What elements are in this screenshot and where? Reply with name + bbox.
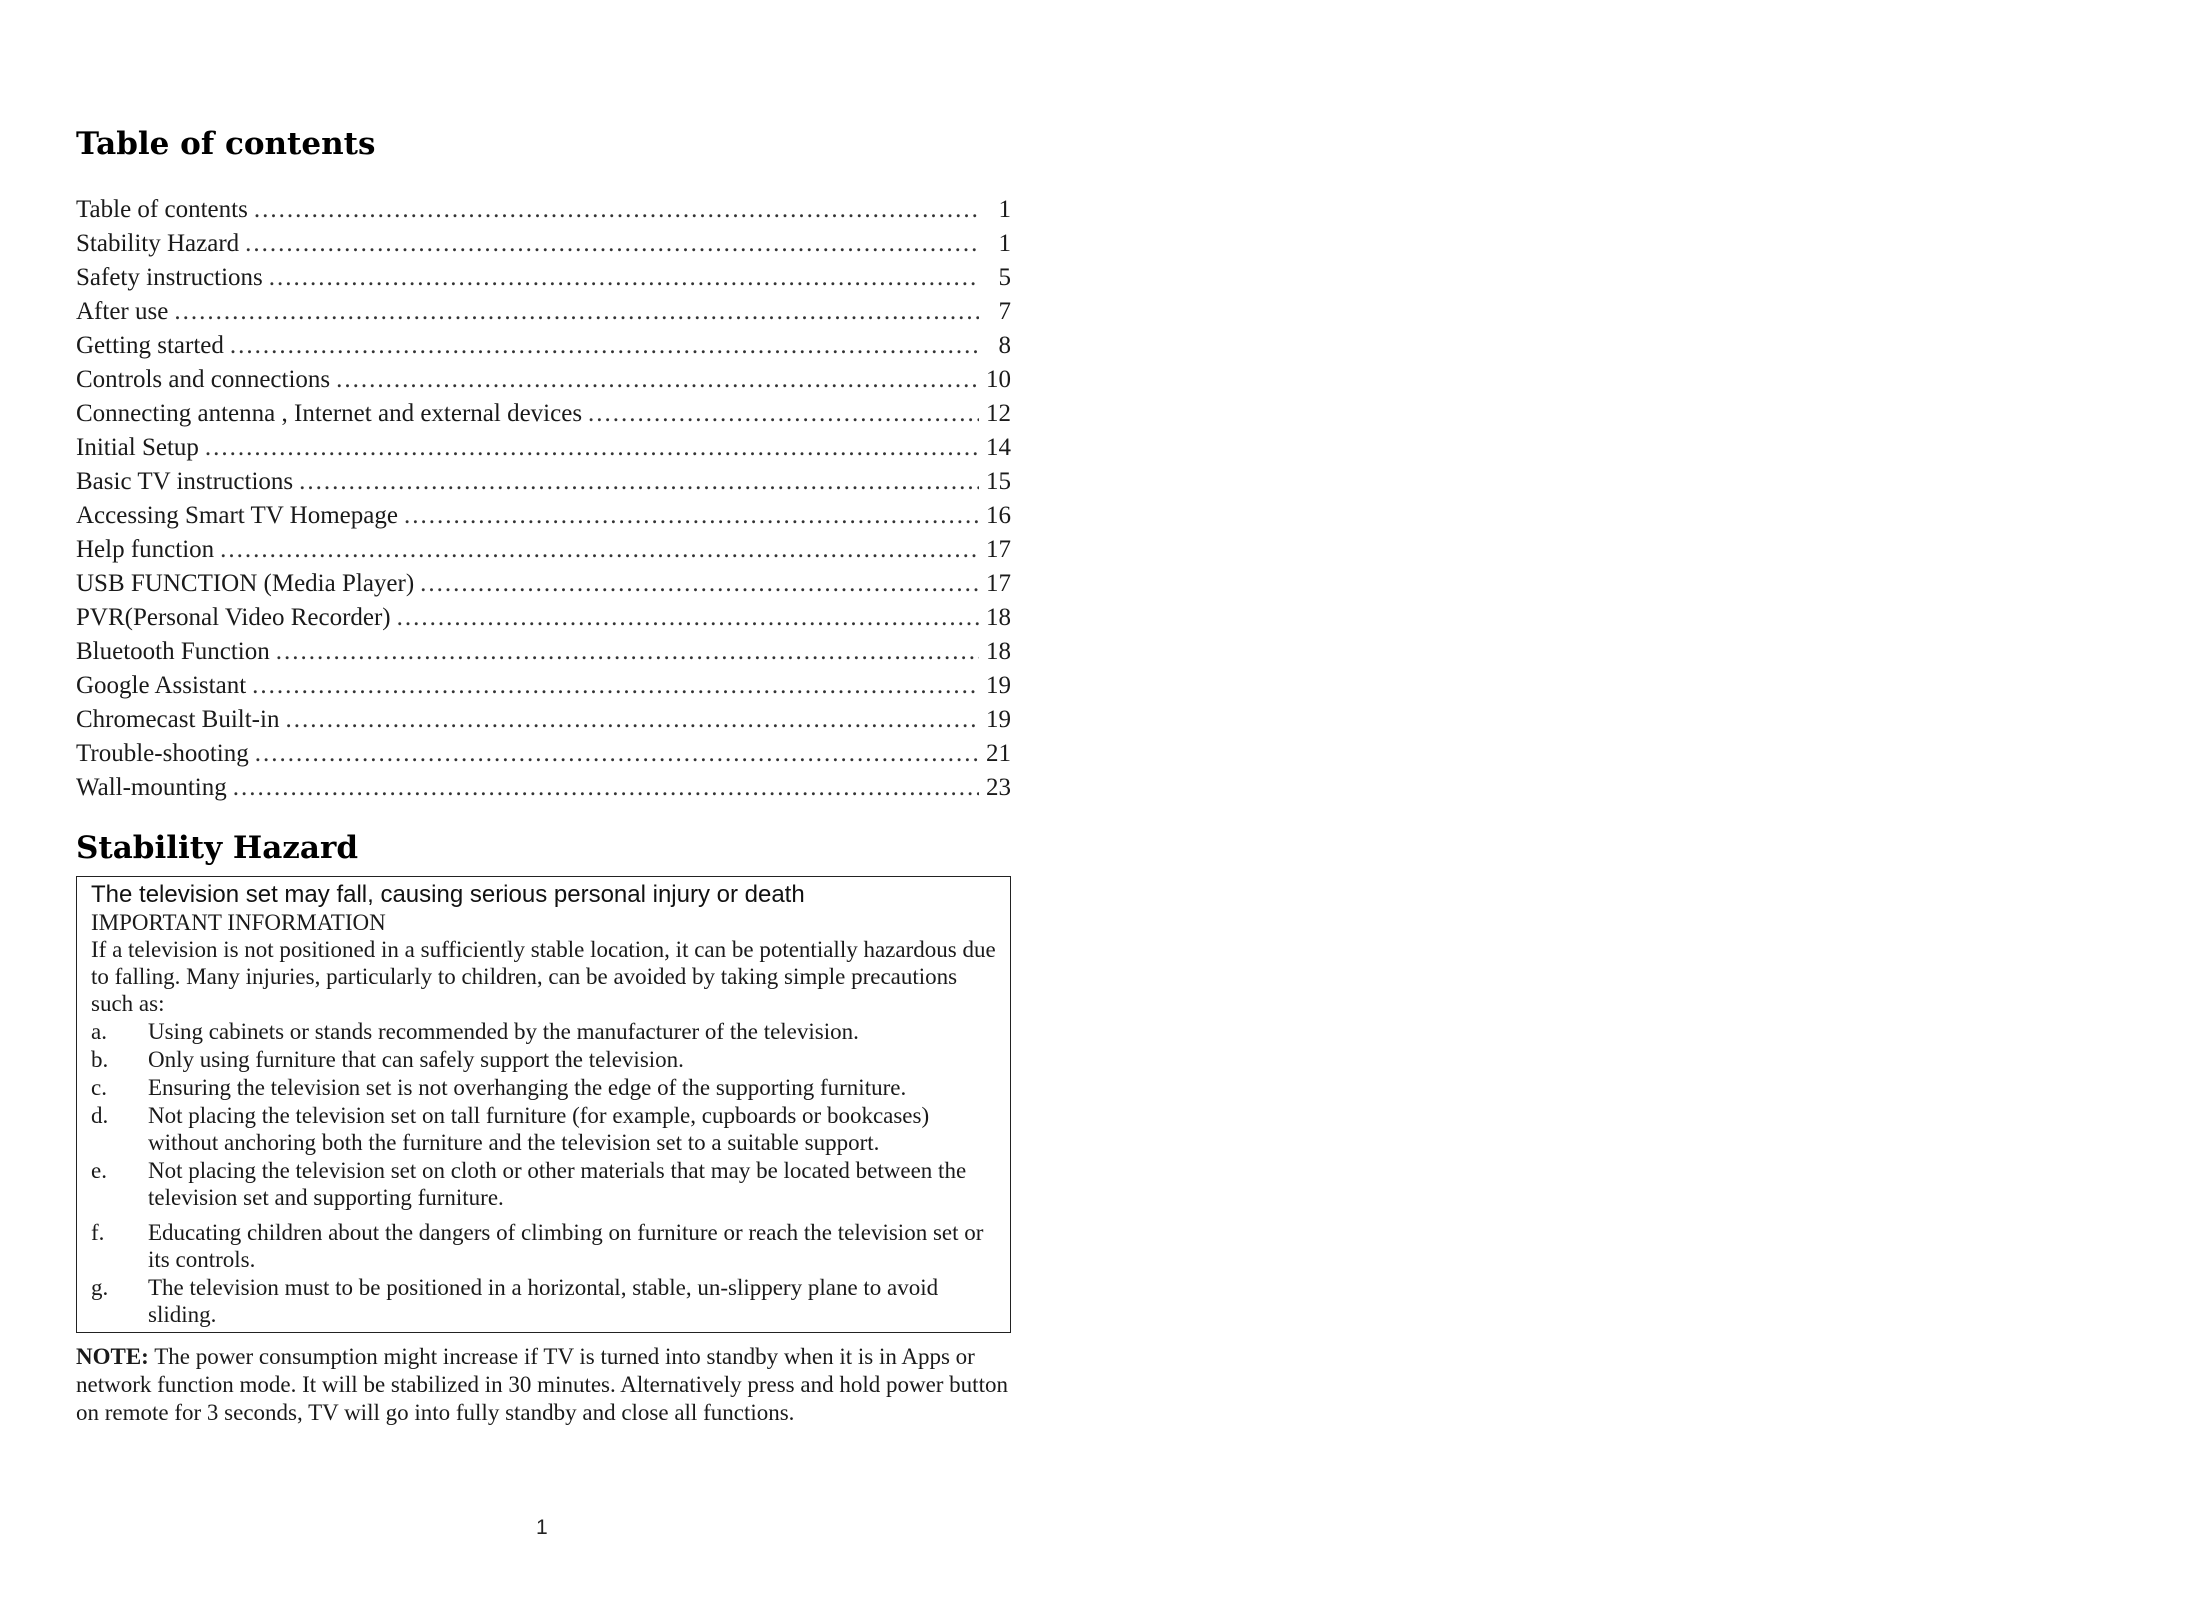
toc-leader-dots [174, 298, 979, 326]
toc-entry-page: 18 [986, 638, 1011, 665]
toc-leader-dots [588, 400, 979, 428]
toc-entry-title: Trouble-shooting [76, 740, 249, 767]
precaution-item [91, 1046, 998, 1073]
toc-entry-title: Chromecast Built-in [76, 706, 280, 733]
toc-entry[interactable] [76, 230, 1011, 264]
toc-entry-page: 17 [986, 570, 1011, 597]
precaution-text: Not placing the television set on cloth or other materials that may be located between the television set and supporting furniture. [148, 1158, 967, 1210]
toc-entry-title: Connecting antenna , Internet and external devices [76, 400, 583, 427]
toc-entry[interactable] [76, 604, 1011, 638]
precaution-item [91, 1074, 998, 1101]
toc-entry[interactable] [76, 774, 1011, 808]
precaution-item [91, 1219, 998, 1273]
precaution-text: Ensuring the television set is not overhanging the edge of the supporting furniture. [148, 1075, 907, 1100]
toc-entry[interactable] [76, 468, 1011, 502]
toc-entry-page: 15 [986, 468, 1011, 495]
toc-entry-title: Google Assistant [76, 672, 247, 699]
precaution-text: Not placing the television set on tall furniture (for example, cupboards or bookcases) without anchoring both the furniture and the television set to a suitable support. [148, 1103, 930, 1155]
toc-entry-page: 14 [986, 434, 1011, 461]
precaution-item [91, 1018, 998, 1045]
hazard-warning: The television set may fall, causing serious personal injury or death [91, 881, 805, 908]
toc-entry[interactable] [76, 502, 1011, 536]
toc-entry-page: 21 [986, 740, 1011, 767]
precaution-letter: d. [91, 1103, 109, 1128]
note-paragraph [76, 1343, 1036, 1427]
toc-entry-page: 12 [986, 400, 1011, 427]
toc-entry[interactable] [76, 638, 1011, 672]
toc-leader-dots [245, 230, 979, 258]
important-information-label: IMPORTANT INFORMATION [91, 910, 386, 935]
toc-leader-dots [336, 366, 979, 394]
toc-leader-dots [269, 264, 979, 292]
content-column [76, 120, 1036, 1427]
precaution-letter: f. [91, 1220, 105, 1245]
toc-list [76, 196, 1011, 808]
toc-entry-title: USB FUNCTION (Media Player) [76, 570, 415, 597]
toc-entry[interactable] [76, 536, 1011, 570]
toc-leader-dots [420, 570, 979, 598]
toc-entry[interactable] [76, 196, 1011, 230]
hazard-intro: If a television is not positioned in a sufficiently stable location, it can be potentially hazardous due to falling. Many injuries, particularly to children, can be avoided by taking simple precautions such as: [91, 937, 996, 1016]
toc-entry-page: 5 [998, 264, 1011, 291]
toc-entry[interactable] [76, 298, 1011, 332]
toc-entry-title: Safety instructions [76, 264, 263, 291]
precaution-letter: a. [91, 1019, 107, 1044]
toc-entry-page: 1 [998, 230, 1011, 257]
toc-entry[interactable] [76, 366, 1011, 400]
precaution-item [91, 1157, 998, 1211]
precaution-text: The television must to be positioned in a horizontal, stable, un-slippery plane to avoid sliding. [148, 1275, 939, 1327]
precaution-letter: c. [91, 1075, 107, 1100]
toc-entry-title: After use [76, 298, 169, 325]
toc-entry[interactable] [76, 740, 1011, 774]
toc-leader-dots [205, 434, 979, 462]
toc-entry[interactable] [76, 400, 1011, 434]
stability-hazard-box [76, 876, 1011, 1333]
toc-leader-dots [220, 536, 979, 564]
toc-entry-page: 7 [998, 298, 1011, 325]
toc-entry-title: PVR(Personal Video Recorder) [76, 604, 391, 631]
toc-leader-dots [230, 332, 979, 360]
toc-leader-dots [397, 604, 979, 632]
toc-entry[interactable] [76, 570, 1011, 604]
toc-leader-dots [299, 468, 979, 496]
precaution-text: Educating children about the dangers of climbing on furniture or reach the television set or its controls. [148, 1220, 984, 1272]
toc-entry-page: 17 [986, 536, 1011, 563]
precaution-item [91, 1274, 998, 1328]
toc-entry[interactable] [76, 434, 1011, 468]
toc-entry-page: 10 [986, 366, 1011, 393]
precaution-letter: e. [91, 1158, 107, 1183]
toc-entry-title: Initial Setup [76, 434, 199, 461]
toc-entry-title: Accessing Smart TV Homepage [76, 502, 398, 529]
toc-entry-title: Getting started [76, 332, 224, 359]
toc-entry-page: 19 [986, 706, 1011, 733]
toc-entry-title: Table of contents [76, 196, 248, 223]
toc-entry-title: Basic TV instructions [76, 468, 294, 495]
note-label: NOTE: [76, 1344, 149, 1369]
toc-leader-dots [276, 638, 979, 666]
precaution-letter: g. [91, 1275, 109, 1300]
precaution-text: Using cabinets or stands recommended by the manufacturer of the television. [148, 1019, 859, 1044]
toc-entry[interactable] [76, 332, 1011, 366]
toc-leader-dots [233, 774, 979, 802]
toc-entry-page: 23 [986, 774, 1011, 801]
toc-leader-dots [252, 672, 979, 700]
precaution-item [91, 1102, 998, 1156]
precaution-text: Only using furniture that can safely support the television. [148, 1047, 684, 1072]
page-number: 1 [536, 1516, 548, 1539]
toc-entry[interactable] [76, 672, 1011, 706]
toc-entry-page: 1 [998, 196, 1011, 223]
toc-leader-dots [254, 196, 979, 224]
toc-entry-page: 19 [986, 672, 1011, 699]
toc-entry-page: 18 [986, 604, 1011, 631]
note-text: The power consumption might increase if TV is turned into standby when it is in Apps or network function mode. It will be stabilized in 30 minutes. Alternatively press and hold power button on remote for 3 seconds, TV will go into fully standby and close all functions. [76, 1344, 1008, 1425]
toc-heading: Table of contents [76, 126, 376, 162]
toc-leader-dots [404, 502, 979, 530]
toc-entry-title: Wall-mounting [76, 774, 227, 801]
toc-entry-title: Bluetooth Function [76, 638, 270, 665]
precaution-list [91, 1018, 998, 1328]
toc-entry-title: Help function [76, 536, 215, 563]
toc-leader-dots [255, 740, 979, 768]
precaution-letter: b. [91, 1047, 109, 1072]
toc-entry-page: 8 [998, 332, 1011, 359]
toc-entry[interactable] [76, 706, 1011, 740]
toc-entry-title: Controls and connections [76, 366, 331, 393]
toc-leader-dots [285, 706, 979, 734]
toc-entry-title: Stability Hazard [76, 230, 240, 257]
toc-entry[interactable] [76, 264, 1011, 298]
toc-entry-page: 16 [986, 502, 1011, 529]
stability-heading: Stability Hazard [76, 830, 358, 866]
